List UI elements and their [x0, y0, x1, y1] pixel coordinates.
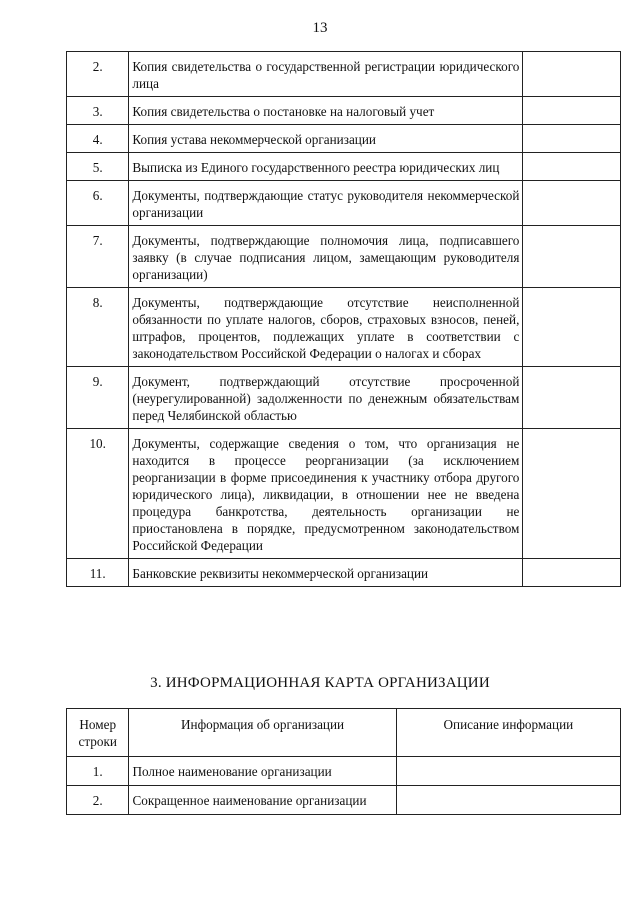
document-name: Документ, подтверждающий отсутствие просроченной (неурегулированной) задолженности по денежным обязательствам перед Челябинской областью: [129, 367, 523, 429]
row-number: 6.: [67, 181, 129, 226]
column-header-number: Номер строки: [67, 709, 129, 757]
column-header-info: Информация об организации: [129, 709, 396, 757]
table-row: [67, 786, 621, 815]
description-cell: [396, 757, 620, 786]
document-name: Выписка из Единого государственного реестра юридических лиц: [129, 153, 523, 181]
mark-cell: [523, 153, 621, 181]
description-cell: [396, 786, 620, 815]
row-number: 4.: [67, 125, 129, 153]
page-number: 13: [312, 20, 328, 36]
document-name: Банковские реквизиты некоммерческой организации: [129, 559, 523, 587]
organization-info-table: [66, 708, 621, 815]
mark-cell: [523, 429, 621, 559]
row-number: 11.: [67, 559, 129, 587]
row-number: 8.: [67, 288, 129, 367]
table-row: [67, 97, 621, 125]
document-name: Документы, подтверждающие отсутствие неисполненной обязанности по уплате налогов, сборов, страховых взносов, пеней, штрафов, процентов, подлежащих уплате в соответствии с законодательством Российской Федерации о налогах и сборах: [129, 288, 523, 367]
document-name: Копия свидетельства о государственной регистрации юридического лица: [129, 52, 523, 97]
table-row: [67, 226, 621, 288]
organization-info: Полное наименование организации: [129, 757, 396, 786]
documents-table: [66, 51, 621, 587]
row-number: 3.: [67, 97, 129, 125]
table-row: [67, 429, 621, 559]
mark-cell: [523, 125, 621, 153]
mark-cell: [523, 52, 621, 97]
mark-cell: [523, 367, 621, 429]
section-title: 3. ИНФОРМАЦИОННАЯ КАРТА ОРГАНИЗАЦИИ: [150, 675, 490, 691]
mark-cell: [523, 97, 621, 125]
row-number: 1.: [67, 757, 129, 786]
table-row: [67, 559, 621, 587]
document-name: Документы, подтверждающие статус руководителя некоммерческой организации: [129, 181, 523, 226]
table-row: [67, 153, 621, 181]
mark-cell: [523, 559, 621, 587]
mark-cell: [523, 226, 621, 288]
table-row: [67, 757, 621, 786]
column-header-description: Описание информации: [396, 709, 620, 757]
mark-cell: [523, 181, 621, 226]
header-row: [67, 709, 621, 757]
table-row: [67, 367, 621, 429]
row-number: 2.: [67, 786, 129, 815]
document-name: Документы, содержащие сведения о том, что организация не находится в процессе реорганизации (за исключением реорганизации в форме присоединения к участнику отбора другого юридического лица), ликвидации, в отношении нее не введена процедура банкротства, деятельность организации не приостановлена в порядке, предусмотренном законодательством Российской Федерации: [129, 429, 523, 559]
document-name: Копия свидетельства о постановке на налоговый учет: [129, 97, 523, 125]
row-number: 9.: [67, 367, 129, 429]
organization-info: Сокращенное наименование организации: [129, 786, 396, 815]
table-row: [67, 52, 621, 97]
row-number: 5.: [67, 153, 129, 181]
row-number: 2.: [67, 52, 129, 97]
table-row: [67, 125, 621, 153]
row-number: 10.: [67, 429, 129, 559]
table-row: [67, 288, 621, 367]
document-name: Копия устава некоммерческой организации: [129, 125, 523, 153]
row-number: 7.: [67, 226, 129, 288]
mark-cell: [523, 288, 621, 367]
document-name: Документы, подтверждающие полномочия лица, подписавшего заявку (в случае подписания лицом, замещающим руководителя организации): [129, 226, 523, 288]
table-row: [67, 181, 621, 226]
